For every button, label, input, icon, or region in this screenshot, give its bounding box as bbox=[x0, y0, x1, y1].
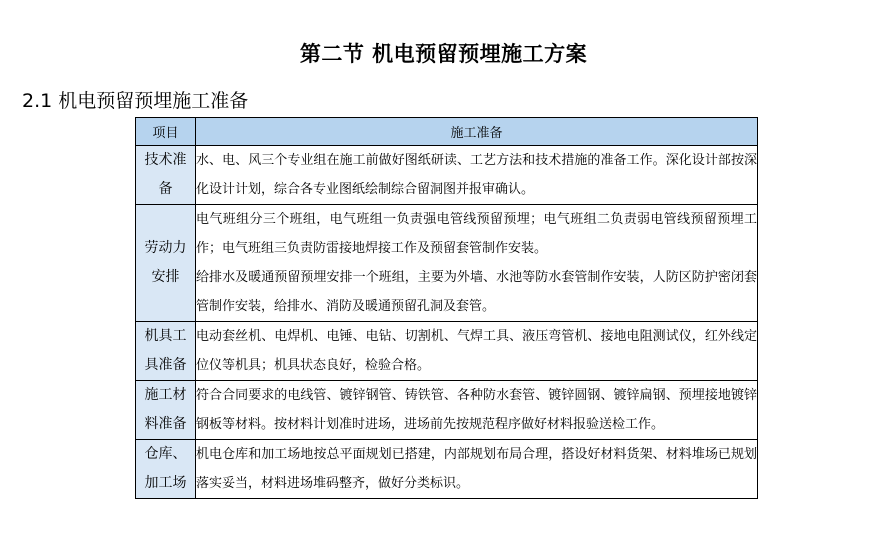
content-paragraph: 电动套丝机、电焊机、电锤、电钻、切割机、气焊工具、液压弯管机、接地电阻测试仪，红外线定位仪等机具；机具状态良好，检验合格。 bbox=[196, 329, 757, 373]
item-label-line: 劳动力 bbox=[144, 240, 187, 256]
table-row bbox=[136, 322, 758, 381]
row-item-equipment bbox=[136, 322, 196, 381]
header-item: 项目 bbox=[136, 118, 196, 146]
row-content-technical bbox=[196, 146, 758, 205]
row-content-labor bbox=[196, 205, 758, 322]
item-label-line: 料准备 bbox=[144, 416, 187, 432]
table-row bbox=[136, 440, 758, 499]
table-row bbox=[136, 146, 758, 205]
item-label-line: 加工场 bbox=[144, 475, 187, 491]
row-content-materials bbox=[196, 381, 758, 440]
table-header-row bbox=[136, 118, 758, 146]
row-content-equipment bbox=[196, 322, 758, 381]
row-item-warehouse bbox=[136, 440, 196, 499]
item-label-line: 技术准 bbox=[144, 152, 187, 168]
item-label-line: 施工材 bbox=[144, 387, 187, 403]
row-item-labor bbox=[136, 205, 196, 322]
item-label-line: 机具工 bbox=[144, 328, 187, 344]
item-label-line: 备 bbox=[158, 181, 173, 197]
content-paragraph: 机电仓库和加工场地按总平面规划已搭建，内部规划布局合理，搭设好材料货架、材料堆场已规划落实妥当，材料进场堆码整齐，做好分类标识。 bbox=[196, 447, 757, 491]
item-label-line: 具准备 bbox=[144, 357, 187, 373]
content-paragraph: 水、电、风三个专业组在施工前做好图纸研读、工艺方法和技术措施的准备工作。深化设计部按深化设计计划，综合各专业图纸绘制综合留洞图并报审确认。 bbox=[196, 153, 757, 197]
item-label-line: 仓库、 bbox=[144, 446, 187, 462]
table-row bbox=[136, 381, 758, 440]
table-row bbox=[136, 205, 758, 322]
content-paragraph: 给排水及暖通预留预埋安排一个班组，主要为外墙、水池等防水套管制作安装，人防区防护密闭套管制作安装，给排水、消防及暖通预留孔洞及套管。 bbox=[196, 270, 757, 314]
row-item-technical bbox=[136, 146, 196, 205]
row-content-warehouse bbox=[196, 440, 758, 499]
section-heading: 2.1 机电预留预埋施工准备 bbox=[22, 90, 249, 112]
content-paragraph: 电气班组分三个班组，电气班组一负责强电管线预留预埋；电气班组二负责弱电管线预留预埋工作；电气班组三负责防雷接地焊接工作及预留套管制作安装。 bbox=[196, 212, 757, 256]
construction-prep-table bbox=[135, 117, 758, 499]
row-item-materials bbox=[136, 381, 196, 440]
item-label-line: 安排 bbox=[151, 269, 180, 285]
content-paragraph: 符合合同要求的电线管、镀锌钢管、铸铁管、各种防水套管、镀锌圆钢、镀锌扁钢、预埋接地镀锌钢板等材料。按材料计划准时进场，进场前先按规范程序做好材料报验送检工作。 bbox=[196, 388, 757, 432]
header-prep: 施工准备 bbox=[196, 118, 758, 146]
page-title: 第二节 机电预留预埋施工方案 bbox=[299, 42, 588, 66]
